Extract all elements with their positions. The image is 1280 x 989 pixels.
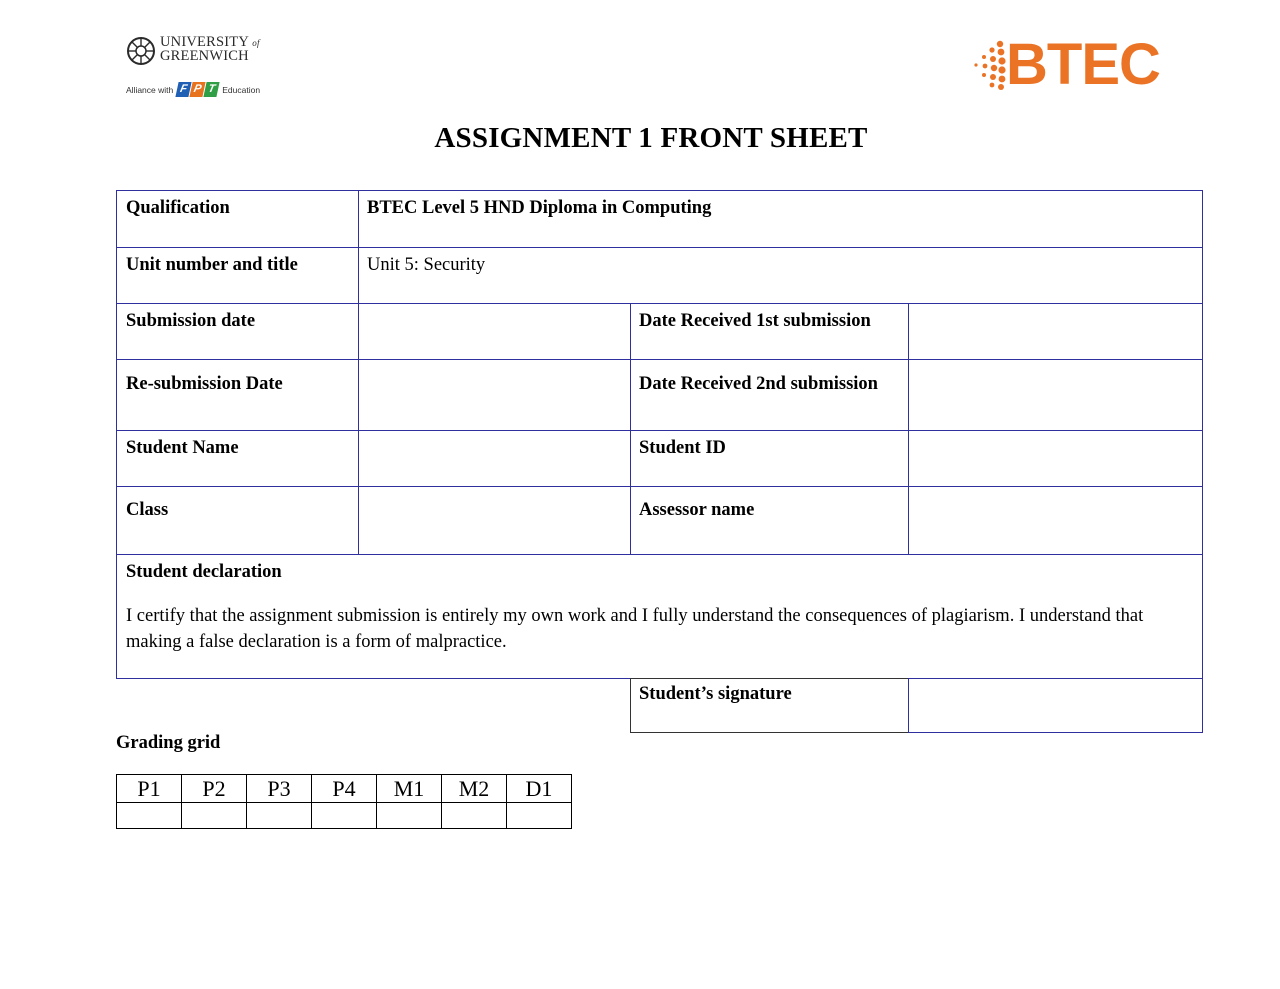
grading-criterion-p1: P1 — [117, 775, 182, 803]
fpt-logo: F P T — [177, 82, 218, 97]
grading-criterion-p4: P4 — [312, 775, 377, 803]
date-received-2-field[interactable] — [908, 359, 1203, 431]
declaration-text: I certify that the assignment submission is entirely my own work and I fully understand the consequences of plagiarism. I understand that making a false declaration is a form of malpractice. — [126, 606, 1144, 652]
btec-logo — [970, 32, 1170, 100]
date-received-1-field[interactable] — [908, 303, 1203, 360]
university-name: UNIVERSITY of GREENWICH — [160, 34, 260, 64]
date-received-2-label-cell — [630, 359, 909, 431]
unit-value: Unit 5: Security — [367, 255, 486, 275]
grade-cell-m2[interactable] — [442, 803, 507, 829]
grade-cell-p2[interactable] — [182, 803, 247, 829]
student-name-field[interactable] — [358, 430, 631, 487]
date-received-2-label: Date Received 2nd submission — [639, 374, 878, 394]
university-of-greenwich-logo — [126, 34, 266, 104]
education-text: Education — [222, 84, 261, 95]
unit-label: Unit number and title — [126, 255, 298, 275]
resubmission-date-label-cell — [116, 359, 359, 431]
signature-field[interactable] — [908, 678, 1203, 733]
class-label: Class — [126, 500, 169, 520]
alliance-text: Alliance with — [126, 84, 174, 95]
university-emblem-icon — [126, 36, 156, 66]
page-title: ASSIGNMENT 1 FRONT SHEET — [434, 122, 868, 154]
grade-cell-p1[interactable] — [117, 803, 182, 829]
grading-criterion-d1: D1 — [507, 775, 572, 803]
signature-label: Student’s signature — [639, 684, 792, 704]
resubmission-date-label: Re-submission Date — [126, 374, 283, 394]
grade-cell-p3[interactable] — [247, 803, 312, 829]
submission-date-field[interactable] — [358, 303, 631, 360]
grading-grid-table — [116, 774, 572, 829]
qualification-label: Qualification — [126, 198, 230, 218]
grade-cell-p4[interactable] — [312, 803, 377, 829]
date-received-1-label: Date Received 1st submission — [639, 311, 871, 331]
grade-cell-m1[interactable] — [377, 803, 442, 829]
student-id-field[interactable] — [908, 430, 1203, 487]
student-name-label: Student Name — [126, 438, 239, 458]
qualification-value: BTEC Level 5 HND Diploma in Computing — [367, 198, 712, 218]
assessor-field[interactable] — [908, 486, 1203, 555]
btec-dots-icon — [970, 40, 1008, 90]
declaration-label: Student declaration — [126, 562, 282, 582]
submission-date-label: Submission date — [126, 311, 256, 331]
alliance-line — [126, 82, 260, 97]
resubmission-date-field[interactable] — [358, 359, 631, 431]
student-id-label: Student ID — [639, 438, 726, 458]
class-field[interactable] — [358, 486, 631, 555]
grading-criterion-p3: P3 — [247, 775, 312, 803]
btec-logo-text: BTEC — [1006, 32, 1160, 97]
grading-criterion-p2: P2 — [182, 775, 247, 803]
assessor-label: Assessor name — [639, 500, 755, 520]
grading-grid-title: Grading grid — [116, 733, 221, 753]
grade-cell-d1[interactable] — [507, 803, 572, 829]
grading-criterion-m2: M2 — [442, 775, 507, 803]
grading-criterion-m1: M1 — [377, 775, 442, 803]
